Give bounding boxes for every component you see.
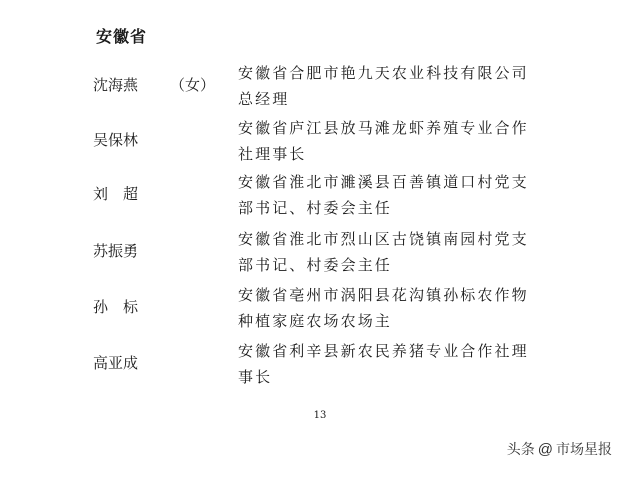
description-line-1: 安徽省庐江县放马滩龙虾养殖专业合作	[238, 119, 529, 137]
description-line-1: 安徽省亳州市涡阳县花沟镇孙标农作物	[238, 286, 529, 304]
person-name: 刘 超	[93, 185, 139, 203]
person-description	[238, 338, 558, 390]
source-watermark	[507, 439, 612, 459]
watermark-account: 市场星报	[556, 441, 612, 457]
person-name: 苏振勇	[93, 242, 139, 260]
description-line-2: 事长	[238, 368, 273, 386]
watermark-prefix: 头条	[506, 441, 535, 457]
page-number: 13	[313, 410, 327, 421]
description-line-2: 总经理	[238, 90, 290, 108]
at-icon: @	[537, 440, 553, 458]
description-line-1: 安徽省合肥市艳九天农业科技有限公司	[238, 64, 529, 82]
person-name: 吴保林	[93, 131, 139, 149]
person-name: 沈海燕	[93, 76, 139, 94]
description-line-1: 安徽省利辛县新农民养猪专业合作社理	[238, 342, 529, 360]
description-line-1: 安徽省淮北市烈山区古饶镇南园村党支	[238, 230, 529, 248]
person-gender: （女）	[170, 76, 216, 94]
description-line-2: 部书记、村委会主任	[238, 256, 392, 274]
person-name: 高亚成	[93, 354, 139, 372]
description-line-1: 安徽省淮北市濉溪县百善镇道口村党支	[238, 173, 529, 191]
person-description	[238, 115, 558, 167]
person-description	[238, 60, 558, 112]
person-description	[238, 282, 558, 334]
description-line-2: 部书记、村委会主任	[238, 199, 392, 217]
person-description	[238, 169, 558, 221]
person-description	[238, 226, 558, 278]
province-heading: 安徽省	[96, 27, 148, 46]
person-name: 孙 标	[93, 298, 139, 316]
description-line-2: 社理事长	[238, 145, 307, 163]
description-line-2: 种植家庭农场农场主	[238, 312, 392, 330]
